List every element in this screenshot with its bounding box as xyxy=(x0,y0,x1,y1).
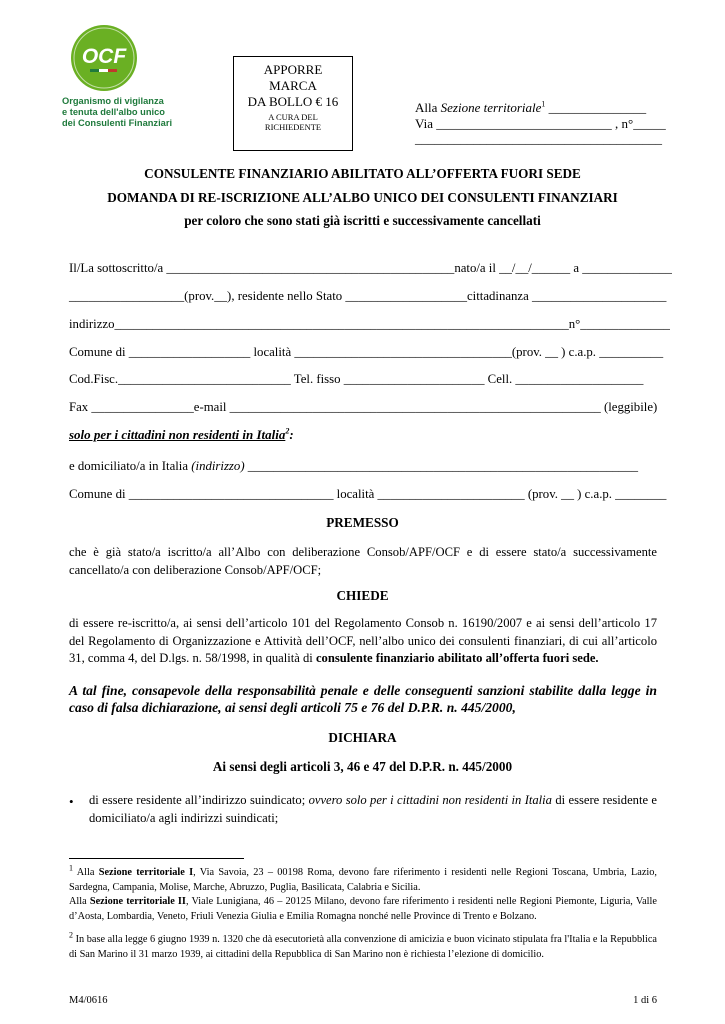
footnote-1-number: 1 xyxy=(69,863,73,873)
bullet-glyph: • xyxy=(69,794,74,809)
form-row-address xyxy=(69,317,670,332)
dichiara-heading: DICHIARA xyxy=(328,730,397,745)
footnote-1-a: Alla xyxy=(73,867,99,878)
footnote-1 xyxy=(69,863,657,924)
non-resident-colon: : xyxy=(289,427,294,442)
stamp-line-2: MARCA xyxy=(269,78,317,93)
stamp-note-1: A CURA DEL xyxy=(268,112,318,122)
premesso-text: che è già stato/a iscritto/a all’Albo con deliberazione Consob/APF/OCF e di essere stato/a successivamente cancellato/a con deliberazione Consob/APF/OCF; xyxy=(69,545,657,577)
footnote-2-text: In base alla legge 6 giugno 1939 n. 1320 che dà esecutorietà alla convenzione di amicizia e buon vicinato stipulata fra l'Italia e la Repubblica di San Marino il 31 marzo 1939, ai cittadini della Repubblica di San Marino non è richiesta l’elezione di domicilio. xyxy=(69,934,657,960)
form-row-domicile xyxy=(69,459,657,474)
stamp-line-1: APPORRE xyxy=(263,62,323,77)
logo-line-1: Organismo di vigilanza xyxy=(62,96,164,106)
footnote-1-c: , Via Savoia, 23 – 00198 Roma, devono fare riferimento i residenti nelle Regioni Toscana, Umbria, Lazio, Sardegna, Campania, Molise, Marche, Abruzzo, Puglia, Basilicata, Calabria e Sicilia. xyxy=(69,867,657,893)
footnote-2 xyxy=(69,930,657,962)
ocf-logo xyxy=(62,24,182,134)
premesso-heading: PREMESSO xyxy=(326,515,399,530)
revenue-stamp-box xyxy=(233,56,353,151)
domicile-blank: _____________________________________________________________ xyxy=(244,459,639,473)
form-row-contacts xyxy=(69,372,657,387)
recipient-section: Sezione territoriale xyxy=(440,100,542,115)
footnote-ref-2: 2 xyxy=(285,426,290,436)
logo-line-2: e tenuta dell'albo unico xyxy=(62,107,165,117)
form-row-residence xyxy=(69,289,667,304)
residence-field[interactable]: __________________(prov.__), residente nello Stato ___________________ xyxy=(69,289,467,303)
comune-field[interactable]: Comune di ___________________ località __________________________________(prov. __ ) c.a.p. __________ xyxy=(69,345,664,359)
logo-caption xyxy=(62,96,182,129)
non-resident-heading xyxy=(69,427,294,443)
footnote-1-section-2: Sezione territoriale II xyxy=(89,896,186,907)
name-field[interactable]: Il/La sottoscritto/a _____________________________________________ xyxy=(69,261,455,275)
domicile-label: e domiciliato/a in Italia xyxy=(69,459,192,473)
dichiara-subheading: Ai sensi degli articoli 3, 46 e 47 del D.P.R. n. 445/2000 xyxy=(212,759,513,774)
recipient-section-field[interactable]: _______________ xyxy=(545,100,647,115)
doc-title-3: per coloro che sono stati già iscritti e successivamente cancellati xyxy=(184,213,541,228)
recipient-via[interactable]: Via ___________________________ , n°_____ xyxy=(415,116,666,131)
bullet-1-a: di essere residente all’indirizzo suindicato; xyxy=(89,793,309,807)
domicile-field[interactable] xyxy=(69,459,638,474)
recipient-extra-line[interactable]: ______________________________________ xyxy=(415,131,662,146)
stamp-note xyxy=(234,112,352,132)
domicile-hint: (indirizzo) xyxy=(191,459,245,473)
form-code: M4/0616 xyxy=(69,995,108,1006)
bullet-1-b: ovvero solo per i cittadini non residenti in Italia xyxy=(308,793,552,807)
form-row-domicile-comune xyxy=(69,487,667,502)
fiscal-code-phone-field[interactable]: Cod.Fisc.___________________________ Tel. fisso ______________________ Cell. ____________________ xyxy=(69,372,644,386)
logo-line-3: dei Consulenti Finanziari xyxy=(62,118,173,128)
footnote-1-d: Alla xyxy=(69,896,90,907)
logo-mark-text: OCF xyxy=(81,45,127,68)
footnote-1-section-1: Sezione territoriale I xyxy=(98,867,194,878)
stamp-note-2: RICHIEDENTE xyxy=(264,122,322,132)
form-row-name xyxy=(69,261,672,276)
form-row-fax-email xyxy=(69,400,657,415)
address-field[interactable]: indirizzo_______________________________________________________________________ xyxy=(69,317,569,331)
non-resident-label: solo per i cittadini non residenti in Italia xyxy=(69,427,286,442)
ocf-logo-mark xyxy=(70,24,138,92)
recipient-alla: Alla xyxy=(415,100,438,115)
footnote-separator xyxy=(69,858,244,859)
fax-email-field[interactable]: Fax ________________e-mail __________________________________________________________ (leggibile) xyxy=(69,400,658,414)
bullet-1-c: di essere residente e domiciliato/a agli indirizzi suindicati; xyxy=(89,793,657,825)
footnote-1-f: , Viale Lunigiana, 46 – 20125 Milano, devono fare riferimento i residenti nelle Regioni Piemonte, Liguria, Valle d’Aosta, Lombardia, Veneto, Friuli Venezia Giulia e Emilia Romagna nonché nelle Province di Trento e Bolzano. xyxy=(69,896,657,922)
consapevole-text: A tal fine, consapevole della responsabilità penale e delle conseguenti sanzioni stabilite dalla legge in caso di falsa dichiarazione, ai sensi degli articoli 75 e 76 del D.P.R. n. 445/2000, xyxy=(69,683,657,715)
address-number-field[interactable]: n°______________ xyxy=(568,317,670,331)
doc-title-1: CONSULENTE FINANZIARIO ABILITATO ALL’OFFERTA FUORI SEDE xyxy=(144,166,581,181)
chiede-body: di essere re-iscritto/a, ai sensi dell’articolo 101 del Regolamento Consob n. 16190/2007 e ai sensi dell’articolo 17 del Regolamento di Organizzazione e Attività dell’OCF, nell’albo unico dei consulenti finanziari, di cui all’articolo 31, comma 4, del D.lgs. n. 58/1998, in qualità di xyxy=(69,616,657,665)
birth-field[interactable]: nato/a il __/__/______ a ______________ xyxy=(454,261,672,275)
chiede-bold: consulente finanziario abilitato all’offerta fuori sede. xyxy=(315,651,599,665)
recipient-line xyxy=(415,100,646,115)
doc-title-2: DOMANDA DI RE-ISCRIZIONE ALL’ALBO UNICO DEI CONSULENTI FINANZIARI xyxy=(107,190,618,205)
chiede-heading: CHIEDE xyxy=(336,588,389,603)
domicile-comune-field[interactable]: Comune di ________________________________ località _______________________ (prov. __ ) c.a.p. ________ xyxy=(69,487,667,501)
page-number: 1 di 6 xyxy=(633,995,657,1006)
citizenship-field[interactable]: cittadinanza _____________________ xyxy=(466,289,667,303)
form-row-comune xyxy=(69,345,664,360)
bullet-item-1 xyxy=(89,792,657,827)
stamp-line-3: DA BOLLO € 16 xyxy=(247,94,339,109)
footnote-2-number: 2 xyxy=(69,930,73,940)
chiede-text xyxy=(69,615,657,668)
footnote-ref-1: 1 xyxy=(541,99,546,109)
